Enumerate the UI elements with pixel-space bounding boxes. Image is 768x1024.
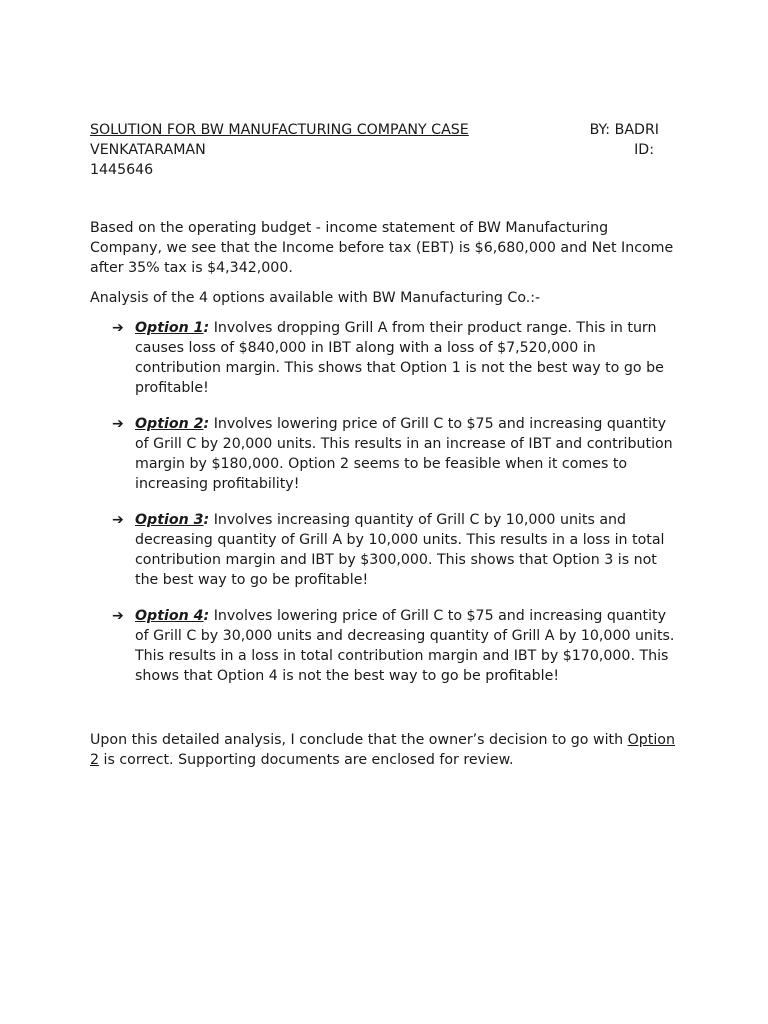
- arrow-right-icon: ➔: [112, 320, 124, 336]
- options-list: [90, 318, 675, 686]
- conclusion-paragraph: [90, 730, 675, 770]
- analysis-lead: Analysis of the 4 options available with BW Manufacturing Co.:-: [90, 290, 541, 306]
- option-text: Involves lowering price of Grill C to $75 and increasing quantity of Grill C by 20,000 units. This results in an increase of IBT and contribution margin by $180,000. Option 2 seems to be feasible when it comes to increasing profitability!: [135, 416, 673, 492]
- option-colon: :: [203, 608, 210, 624]
- option-name: Option 1: [135, 320, 204, 336]
- arrow-right-icon: ➔: [112, 512, 124, 528]
- author-surname: VENKATARAMAN: [90, 142, 206, 158]
- author-by-line: BY: BADRI: [589, 122, 659, 138]
- option-name: Option 4: [135, 608, 204, 624]
- option-text: Involves dropping Grill A from their product range. This in turn causes loss of $840,000 in IBT along with a loss of $7,520,000 in contribution margin. This shows that Option 1 is not the best way to go be profitable!: [135, 320, 664, 396]
- option-name: Option 2: [135, 416, 204, 432]
- intro-paragraph: Based on the operating budget - income statement of BW Manufacturing Company, we see that the Income before tax (EBT) is $6,680,000 and Net Income after 35% tax is $4,342,000.: [90, 220, 674, 276]
- option-2-reference: Option 2: [90, 732, 675, 768]
- option-text: Involves increasing quantity of Grill C by 10,000 units and decreasing quantity of Grill A by 10,000 units. This results in a loss in total contribution margin and IBT by $300,000. This shows that Option 3 is not the best way to go be profitable!: [135, 512, 665, 588]
- document-page: [90, 120, 675, 770]
- option-name: Option 3: [135, 512, 204, 528]
- document-title: SOLUTION FOR BW MANUFACTURING COMPANY CASE: [90, 122, 469, 138]
- conclusion-text-start: Upon this detailed analysis, I conclude that the owner’s decision to go with: [90, 732, 628, 748]
- option-item-4: [90, 606, 675, 686]
- option-colon: :: [203, 320, 210, 336]
- conclusion-text-end: is correct. Supporting documents are enclosed for review.: [99, 752, 514, 768]
- id-label: ID:: [634, 142, 654, 158]
- option-text: Involves lowering price of Grill C to $75 and increasing quantity of Grill C by 30,000 units and decreasing quantity of Grill A by 10,000 units. This results in a loss in total contribution margin and IBT by $170,000. This shows that Option 4 is not the best way to go be profitable!: [135, 608, 675, 684]
- arrow-right-icon: ➔: [112, 416, 124, 432]
- document-header: [90, 120, 675, 180]
- id-value: 1445646: [90, 162, 154, 178]
- option-item-3: [90, 510, 675, 590]
- option-colon: :: [203, 416, 210, 432]
- arrow-right-icon: ➔: [112, 608, 124, 624]
- option-item-2: [90, 414, 675, 494]
- option-item-1: [90, 318, 675, 398]
- option-colon: :: [203, 512, 210, 528]
